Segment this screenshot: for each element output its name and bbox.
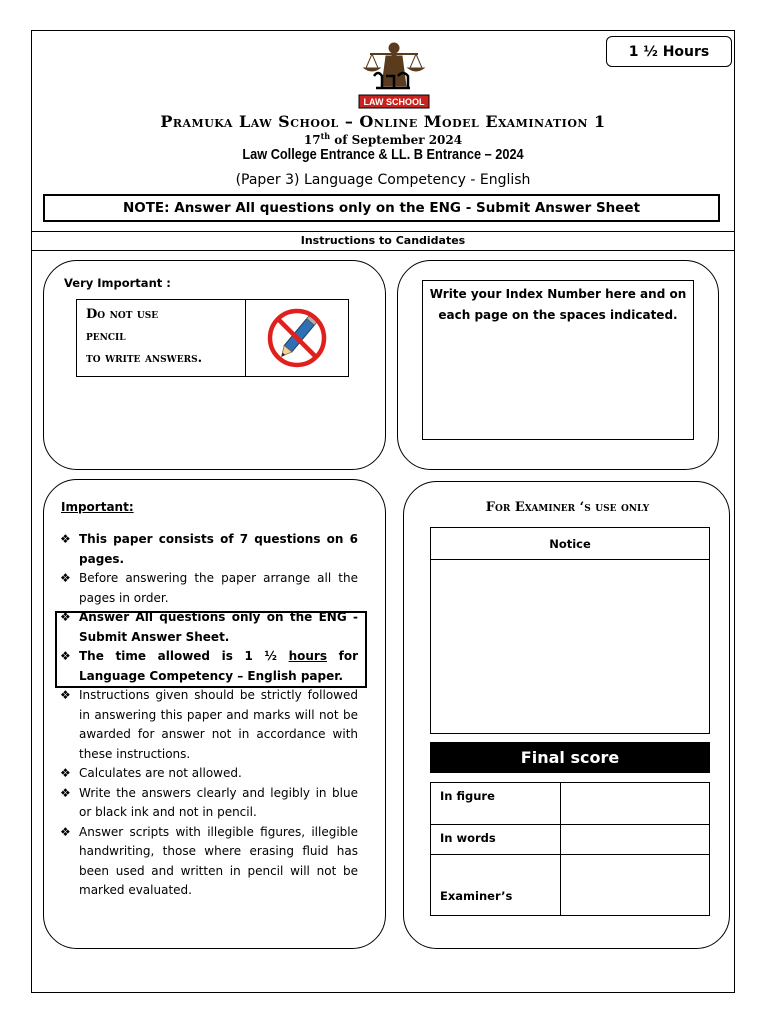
- duration-badge: 1 ½ Hours: [606, 36, 732, 67]
- very-important-label: Very Important :: [64, 276, 171, 290]
- paper-title: (Paper 3) Language Competency - English: [235, 172, 531, 188]
- examiner-title: For Examiner ‘s use only: [485, 500, 650, 515]
- exam-date: [31, 131, 735, 147]
- important-title: Important:: [61, 500, 134, 514]
- date-day: 17: [303, 133, 321, 147]
- list-item: ❖ This paper consists of 7 questions on 6 pages.: [58, 530, 358, 569]
- instructions-heading: Instructions to Candidates: [300, 234, 466, 247]
- score-cell-divider: [560, 825, 561, 854]
- divider-bottom: [31, 250, 735, 251]
- score-label-words: In words: [440, 831, 496, 845]
- score-cell-divider: [560, 855, 561, 915]
- entrance-title: Law College Entrance & LL. B Entrance – 2024: [242, 146, 524, 163]
- notice-box: [430, 527, 710, 734]
- score-label-figure: In figure: [440, 789, 495, 803]
- school-title: Pramuka Law School – Online Model Examination 1: [160, 112, 606, 131]
- list-item: ❖ Before answering the paper arrange all the pages in order.: [58, 569, 358, 608]
- pencil-line-2: pencil: [86, 329, 126, 344]
- date-rest: of September 2024: [330, 133, 463, 147]
- list-item: ❖ Answer All questions only on the ENG - Submit Answer Sheet.: [58, 608, 358, 647]
- score-row-words: [431, 825, 709, 855]
- highlight-box: [55, 611, 367, 688]
- divider-top: [31, 231, 735, 232]
- score-row-figure: [431, 783, 709, 825]
- final-score-banner: Final score: [430, 742, 710, 773]
- logo-text: LAW SCHOOL: [363, 97, 425, 107]
- time-allowed-text: The time allowed is 1 ½: [79, 649, 289, 663]
- list-item: ❖ Write the answers clearly and legibly in blue or black ink and not in pencil.: [58, 784, 358, 823]
- score-cell-divider: [560, 783, 561, 824]
- pencil-warning-table: [76, 299, 349, 377]
- list-item: ❖ Instructions given should be strictly followed in answering this paper and marks will not be awarded for answer not in accordance with these instructions.: [58, 686, 358, 764]
- pencil-line-1: Do not use: [86, 307, 159, 322]
- score-row-examiner: [431, 855, 709, 915]
- important-list: [58, 530, 358, 901]
- list-item: ❖ Calculates are not allowed.: [58, 764, 358, 784]
- score-table: [430, 782, 710, 916]
- index-line-2: each page on the spaces indicated.: [438, 308, 678, 322]
- pencil-warning-text: [77, 300, 246, 376]
- notice-heading: Notice: [431, 528, 709, 560]
- school-logo: [356, 42, 432, 110]
- list-item: ❖ Answer scripts with illegible figures, illegible handwriting, those where erasing fluid has been used and written in pencil will not be marked evaluated.: [58, 823, 358, 901]
- date-suffix: th: [320, 131, 331, 141]
- no-pencil-icon: [246, 300, 348, 376]
- score-label-examiner: Examiner’s: [440, 889, 513, 903]
- pencil-line-3: to write answers.: [86, 351, 203, 366]
- hours-underlined: hours: [288, 649, 327, 663]
- index-line-1: Write your Index Number here and on: [429, 287, 687, 301]
- note-banner: NOTE: Answer All questions only on the ENG - Submit Answer Sheet: [43, 194, 720, 222]
- time-allowed-rest: for Language Competency – English paper.: [79, 649, 359, 683]
- index-number-box[interactable]: [422, 280, 694, 440]
